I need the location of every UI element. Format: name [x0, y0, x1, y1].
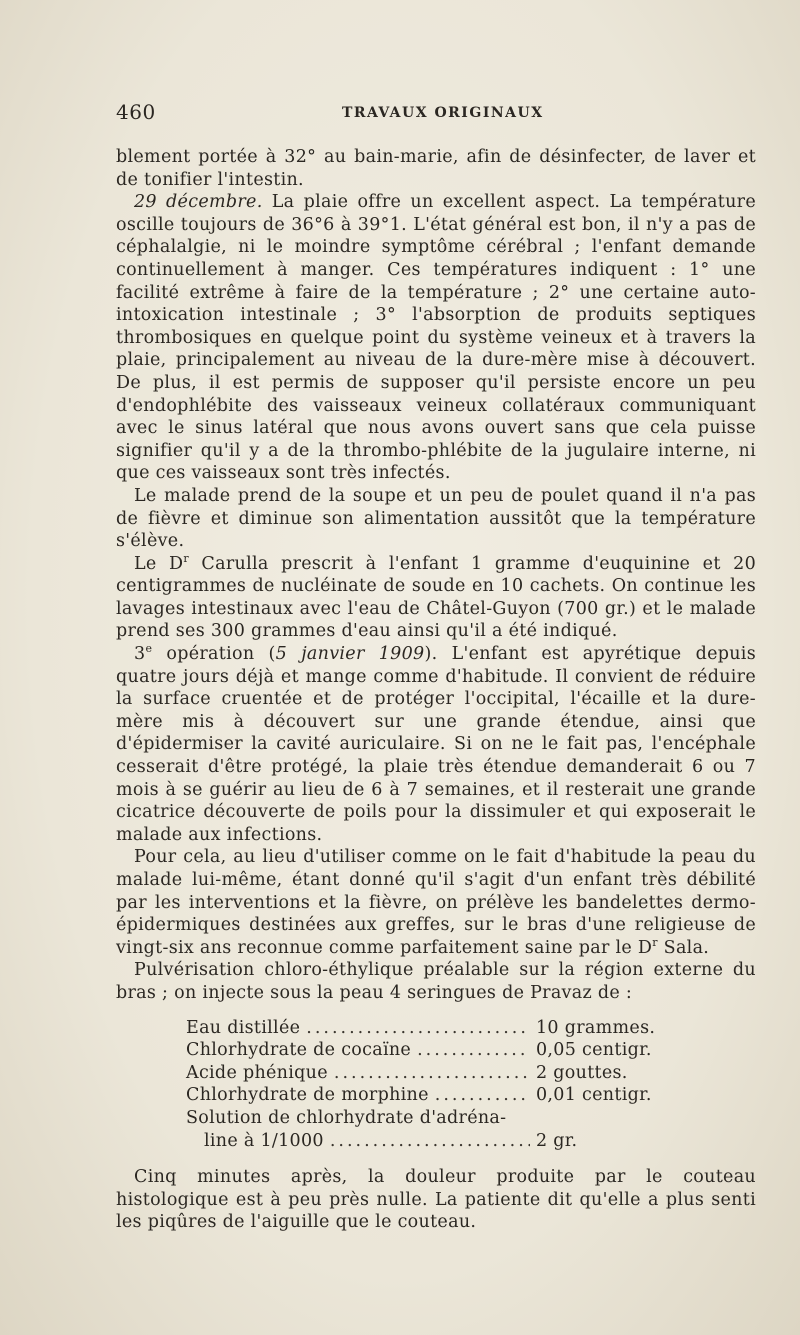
paragraph-text: Carulla prescrit à l'enfant 1 gramme d'euquinine et 20 centigrammes de nucléinate de soude en 10 cachets. On continue les lavages intestinaux avec l'eau de Châtel-Guyon (700 gr.) et le malade prend ses 300 grammes d'eau ainsi qu'il a été indiqué. [116, 553, 756, 642]
recipe-quantity: 0,01 centigr. [536, 1085, 652, 1106]
dot-leader [306, 1017, 530, 1040]
paragraph-cinq-minutes: Cinq minutes après, la douleur produite par le couteau histologique est à peu près nulle. La patiente dit qu'elle a plus senti les piqûres de l'aiguille que le couteau. [116, 1167, 756, 1233]
paragraph-text: Le D [134, 553, 184, 574]
page-header [116, 100, 756, 126]
dot-leader [330, 1130, 530, 1153]
recipe-row [186, 1062, 666, 1085]
paragraph-prescription [116, 553, 756, 643]
recipe-quantity: 0,05 centigr. [536, 1040, 652, 1061]
paragraph-text: Sala. [657, 937, 710, 958]
paragraph-29-decembre [116, 191, 756, 485]
recipe-ingredient: Chlorhydrate de morphine [186, 1085, 429, 1106]
recipe-ingredient: Chlorhydrate de cocaïne [186, 1040, 412, 1061]
paragraph-text: La plaie offre un excellent aspect. La température oscille toujours de 36°6 à 39°1. L'état général est bon, il n'y a pas de céphalalgie, ni le moindre symptôme cérébral ; l'enfant demande continuellement à manger. Ces températures indiquent : 1° une facilité extrême à faire de la température ; 2° une certaine auto-intoxication intestinale ; 3° l'absorption de produits septiques thrombosiques en quelque point du système veineux et à travers la plaie, principalement au niveau de la dure-mère mise à découvert. De plus, il est permis de supposer qu'il persiste encore un peu d'endophlébite des vaisseaux veineux collatéraux communiquant avec le sinus latéral que nous avons ouvert sans que cela puisse signifier qu'il y a de la thrombo-phlébite de la jugulaire interne, ni que ces vaisseaux sont très infectés. [116, 192, 756, 484]
recipe-ingredient: Acide phénique [186, 1062, 328, 1083]
paragraph-alimentation: Le malade prend de la soupe et un peu de poulet quand il n'a pas de fièvre et diminue son alimentation aussitôt que la température s'élève. [116, 485, 756, 552]
paragraph-text: 3 [134, 644, 146, 665]
recipe-row [186, 1084, 666, 1107]
paragraph-text: Pour cela, au lieu d'utiliser comme on le fait d'habitude la peau du malade lui-même, étant donné qu'il s'agit d'un enfant très débilité par les interventions et la fièvre, on prélève les bandelettes dermo-épidermiques destinées aux greffes, sur le bras d'une religieuse de vingt-six ans reconnue comme parfaitement saine par le D [116, 847, 756, 958]
body-text [116, 146, 756, 1234]
recipe-ingredient: Eau distillée [186, 1017, 301, 1038]
paragraph-3e-operation [116, 643, 756, 846]
recipe-quantity: 10 grammes. [536, 1017, 656, 1038]
paragraph-text: opération ( [152, 644, 276, 665]
dot-leader [334, 1062, 530, 1085]
superscript: r [183, 551, 189, 565]
recipe-ingredient: Solution de chlorhydrate d'adréna- [186, 1107, 507, 1128]
superscript: r [652, 935, 658, 949]
date-5-janvier: 5 janvier 1909 [275, 644, 425, 665]
paragraph-pulverisation: Pulvérisation chloro-éthylique préalable sur la région externe du bras ; on injecte sous la peau 4 seringues de Pravaz de : [116, 960, 756, 1003]
paragraph-continuation: blement portée à 32° au bain-marie, afin de désinfecter, de laver et de tonifier l'intestin. [116, 147, 756, 190]
paragraph-text: ). L'enfant est apyrétique depuis quatre jours déjà et mange comme d'habitude. Il convient de réduire la surface cruentée et de protéger l'occipital, l'écaille et la dure-mère mis à découvert sur une grande étendue, ainsi que d'épidermiser la cavité auriculaire. Si on ne le fait pas, l'encéphale cesserait d'être protégé, la plaie très étendue demanderait 6 ou 7 mois à se guérir au lieu de 6 à 7 semaines, et il resterait une grande cicatrice découverte de poils pour la dissimuler et qui exposerait le malade aux infections. [116, 644, 756, 845]
superscript: e [145, 642, 153, 656]
recipe-row [186, 1107, 666, 1130]
date-29-decembre: 29 décembre. [134, 192, 263, 213]
recipe-row [186, 1130, 666, 1153]
page-number: 460 [116, 100, 156, 124]
recipe-quantity: 2 gr. [536, 1130, 578, 1151]
recipe-quantity: 2 gouttes. [536, 1062, 628, 1083]
dot-leader [435, 1084, 530, 1107]
running-title: TRAVAUX ORIGINAUX [342, 105, 544, 121]
recipe-row [186, 1017, 666, 1040]
recipe-ingredient-continued: line à 1/1000 [204, 1130, 324, 1151]
dot-leader [417, 1039, 530, 1062]
paragraph-greffes [116, 846, 756, 959]
injection-recipe [186, 1017, 666, 1153]
recipe-row [186, 1039, 666, 1062]
